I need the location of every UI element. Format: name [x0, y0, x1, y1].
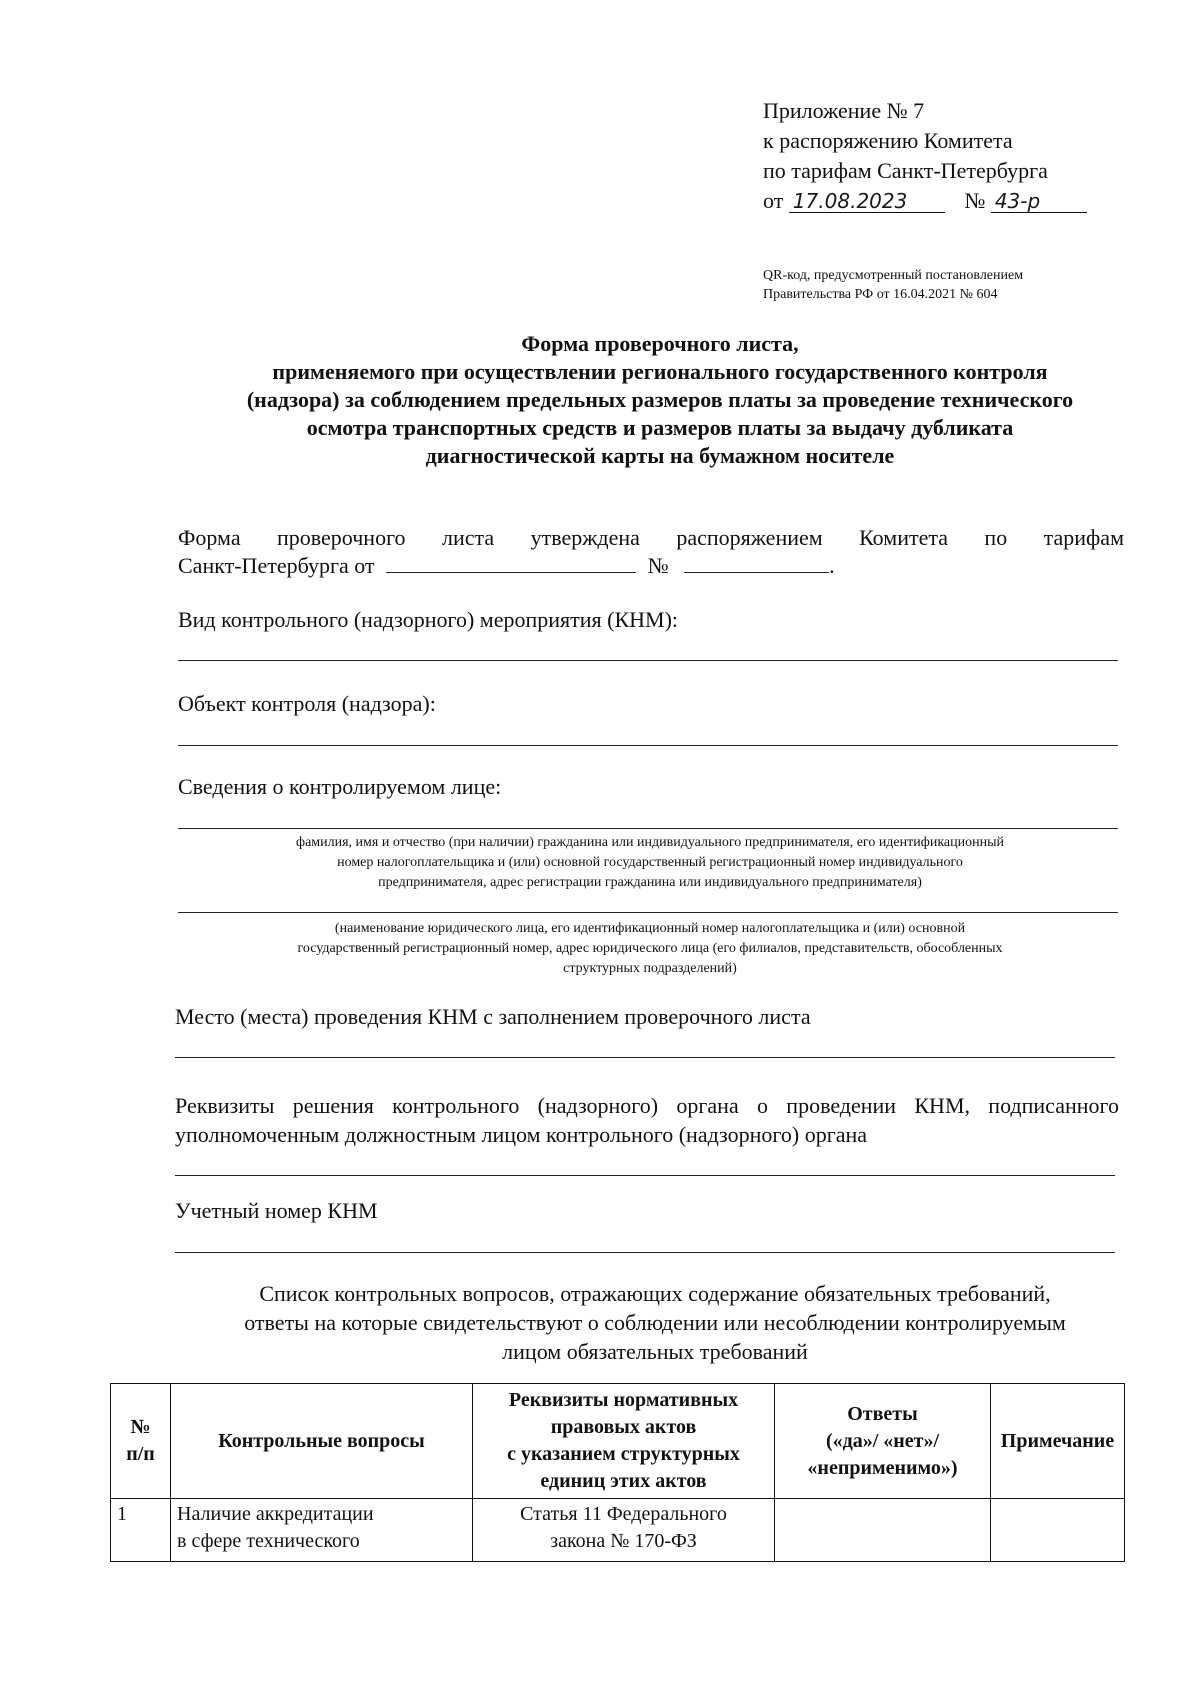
row-question-line-2: в сфере технического: [177, 1530, 360, 1552]
field-account-line[interactable]: [175, 1252, 1115, 1253]
person-note-1-line-1: фамилия, имя и отчество (при наличии) гражданина или индивидуального предпринимателя, его идентификационный: [296, 835, 1004, 850]
field-kind-label: Вид контрольного (надзорного) мероприятия (КНМ):: [178, 607, 679, 632]
row-number-cell: 1: [111, 1499, 171, 1562]
person-note-2-line-2: государственный регистрационный номер, адрес юридического лица (его филиалов, представительств, обособленных: [297, 941, 1003, 956]
row-question-line-1: Наличие аккредитации: [177, 1503, 374, 1525]
appendix-number-handwritten: 43-р: [991, 190, 1087, 213]
header-number-line-2: п/п: [126, 1443, 155, 1465]
person-note-1-line-3: предпринимателя, адрес регистрации гражданина или индивидуального предпринимателя): [378, 875, 922, 890]
title-line-5: диагностической карты на бумажном носителе: [425, 443, 895, 468]
approved-date-field[interactable]: [386, 552, 636, 573]
row-note-cell[interactable]: [991, 1499, 1125, 1562]
appendix-date-number-line: [763, 186, 1087, 216]
appendix-block: [763, 96, 1087, 216]
qr-note-line-2: Правительства РФ от 16.04.2021 № 604: [763, 287, 998, 302]
header-acts-line-4: единиц этих актов: [540, 1470, 707, 1492]
person-note-2-line-3: структурных подразделений): [563, 961, 737, 976]
field-person-label: Сведения о контролируемом лице:: [178, 774, 502, 799]
title-line-4: осмотра транспортных средств и размеров платы за выдачу дубликата: [306, 415, 1014, 440]
field-person-note-1: [170, 833, 1130, 893]
field-kind-line[interactable]: [178, 660, 1118, 661]
field-object-line[interactable]: [178, 745, 1118, 746]
field-account-label: Учетный номер КНМ: [175, 1198, 378, 1223]
field-decision-line-2: уполномоченным должностным лицом контрольного (надзорного) органа: [175, 1122, 868, 1147]
checklist-heading-line-3: лицом обязательных требований: [502, 1339, 808, 1364]
checklist-heading: [175, 1279, 1135, 1366]
field-decision-line[interactable]: [175, 1175, 1115, 1176]
header-answers: [775, 1384, 991, 1499]
row-question-cell: [171, 1499, 473, 1562]
header-acts: [473, 1384, 775, 1499]
header-acts-line-1: Реквизиты нормативных: [508, 1389, 739, 1411]
table-header-row: [111, 1384, 1125, 1499]
row-answer-cell[interactable]: [775, 1499, 991, 1562]
checklist-heading-line-2: ответы на которые свидетельствуют о соблюдении или несоблюдении контролируемым: [244, 1310, 1066, 1335]
person-note-2-line-1: (наименование юридического лица, его идентификационный номер налогоплательщика и (или) основной: [334, 921, 966, 936]
person-note-1-line-2: номер налогоплательщика и (или) основной государственный регистрационный номер индивидуального: [337, 855, 963, 870]
row-act-line-1: Статья 11 Федерального: [520, 1503, 727, 1525]
header-acts-line-3: с указанием структурных: [507, 1443, 740, 1465]
field-person-line-1[interactable]: [178, 828, 1118, 829]
field-object-label: Объект контроля (надзора):: [178, 691, 436, 716]
header-questions: Контрольные вопросы: [171, 1384, 473, 1499]
header-acts-line-2: правовых актов: [550, 1416, 697, 1438]
field-place-line[interactable]: [175, 1057, 1115, 1058]
appendix-line-3: по тарифам Санкт-Петербурга: [763, 158, 1048, 183]
header-number: [111, 1384, 171, 1499]
field-place-label: Место (места) проведения КНМ с заполнением проверочного листа: [175, 1004, 811, 1029]
appendix-date-handwritten: 17.08.2023: [789, 190, 945, 213]
header-answers-line-1: Ответы: [847, 1402, 918, 1425]
qr-code-note: [763, 266, 1023, 304]
row-act-cell: [473, 1499, 775, 1562]
header-number-line-1: №: [130, 1416, 151, 1438]
title-line-1: Форма проверочного листа,: [521, 331, 799, 356]
approved-number-label: №: [647, 553, 669, 578]
approved-prefix: Санкт-Петербурга от: [178, 553, 375, 578]
appendix-number-label: №: [964, 188, 986, 213]
title-line-2: применяемого при осуществлении регионального государственного контроля: [272, 359, 1048, 384]
table-row: [111, 1499, 1125, 1562]
checklist-table: [110, 1383, 1125, 1562]
field-person-note-2: [170, 919, 1130, 979]
row-act-line-2: закона № 170-ФЗ: [550, 1530, 697, 1552]
approved-end: .: [829, 553, 835, 578]
appendix-from-label: от: [763, 188, 784, 213]
appendix-line-2: к распоряжению Комитета: [763, 128, 1013, 153]
header-answers-line-3: «неприменимо»): [807, 1456, 958, 1479]
approved-line-2: [178, 552, 835, 580]
approved-number-field[interactable]: [684, 552, 829, 573]
header-notes: Примечание: [991, 1384, 1125, 1499]
approved-line-1: Форма проверочного листа утверждена распоряжением Комитета по тарифам: [178, 525, 1124, 550]
form-title: [180, 330, 1140, 470]
header-answers-line-2: («да»/ «нет»/: [825, 1429, 940, 1452]
field-decision-line-1: Реквизиты решения контрольного (надзорного) органа о проведении КНМ, подписанного: [175, 1093, 1119, 1118]
title-line-3: (надзора) за соблюдением предельных размеров платы за проведение технического: [246, 387, 1074, 412]
field-person-line-2[interactable]: [178, 912, 1118, 913]
qr-note-line-1: QR-код, предусмотренный постановлением: [763, 268, 1024, 283]
appendix-line-1: Приложение № 7: [763, 98, 925, 123]
checklist-heading-line-1: Список контрольных вопросов, отражающих содержание обязательных требований,: [259, 1281, 1051, 1306]
